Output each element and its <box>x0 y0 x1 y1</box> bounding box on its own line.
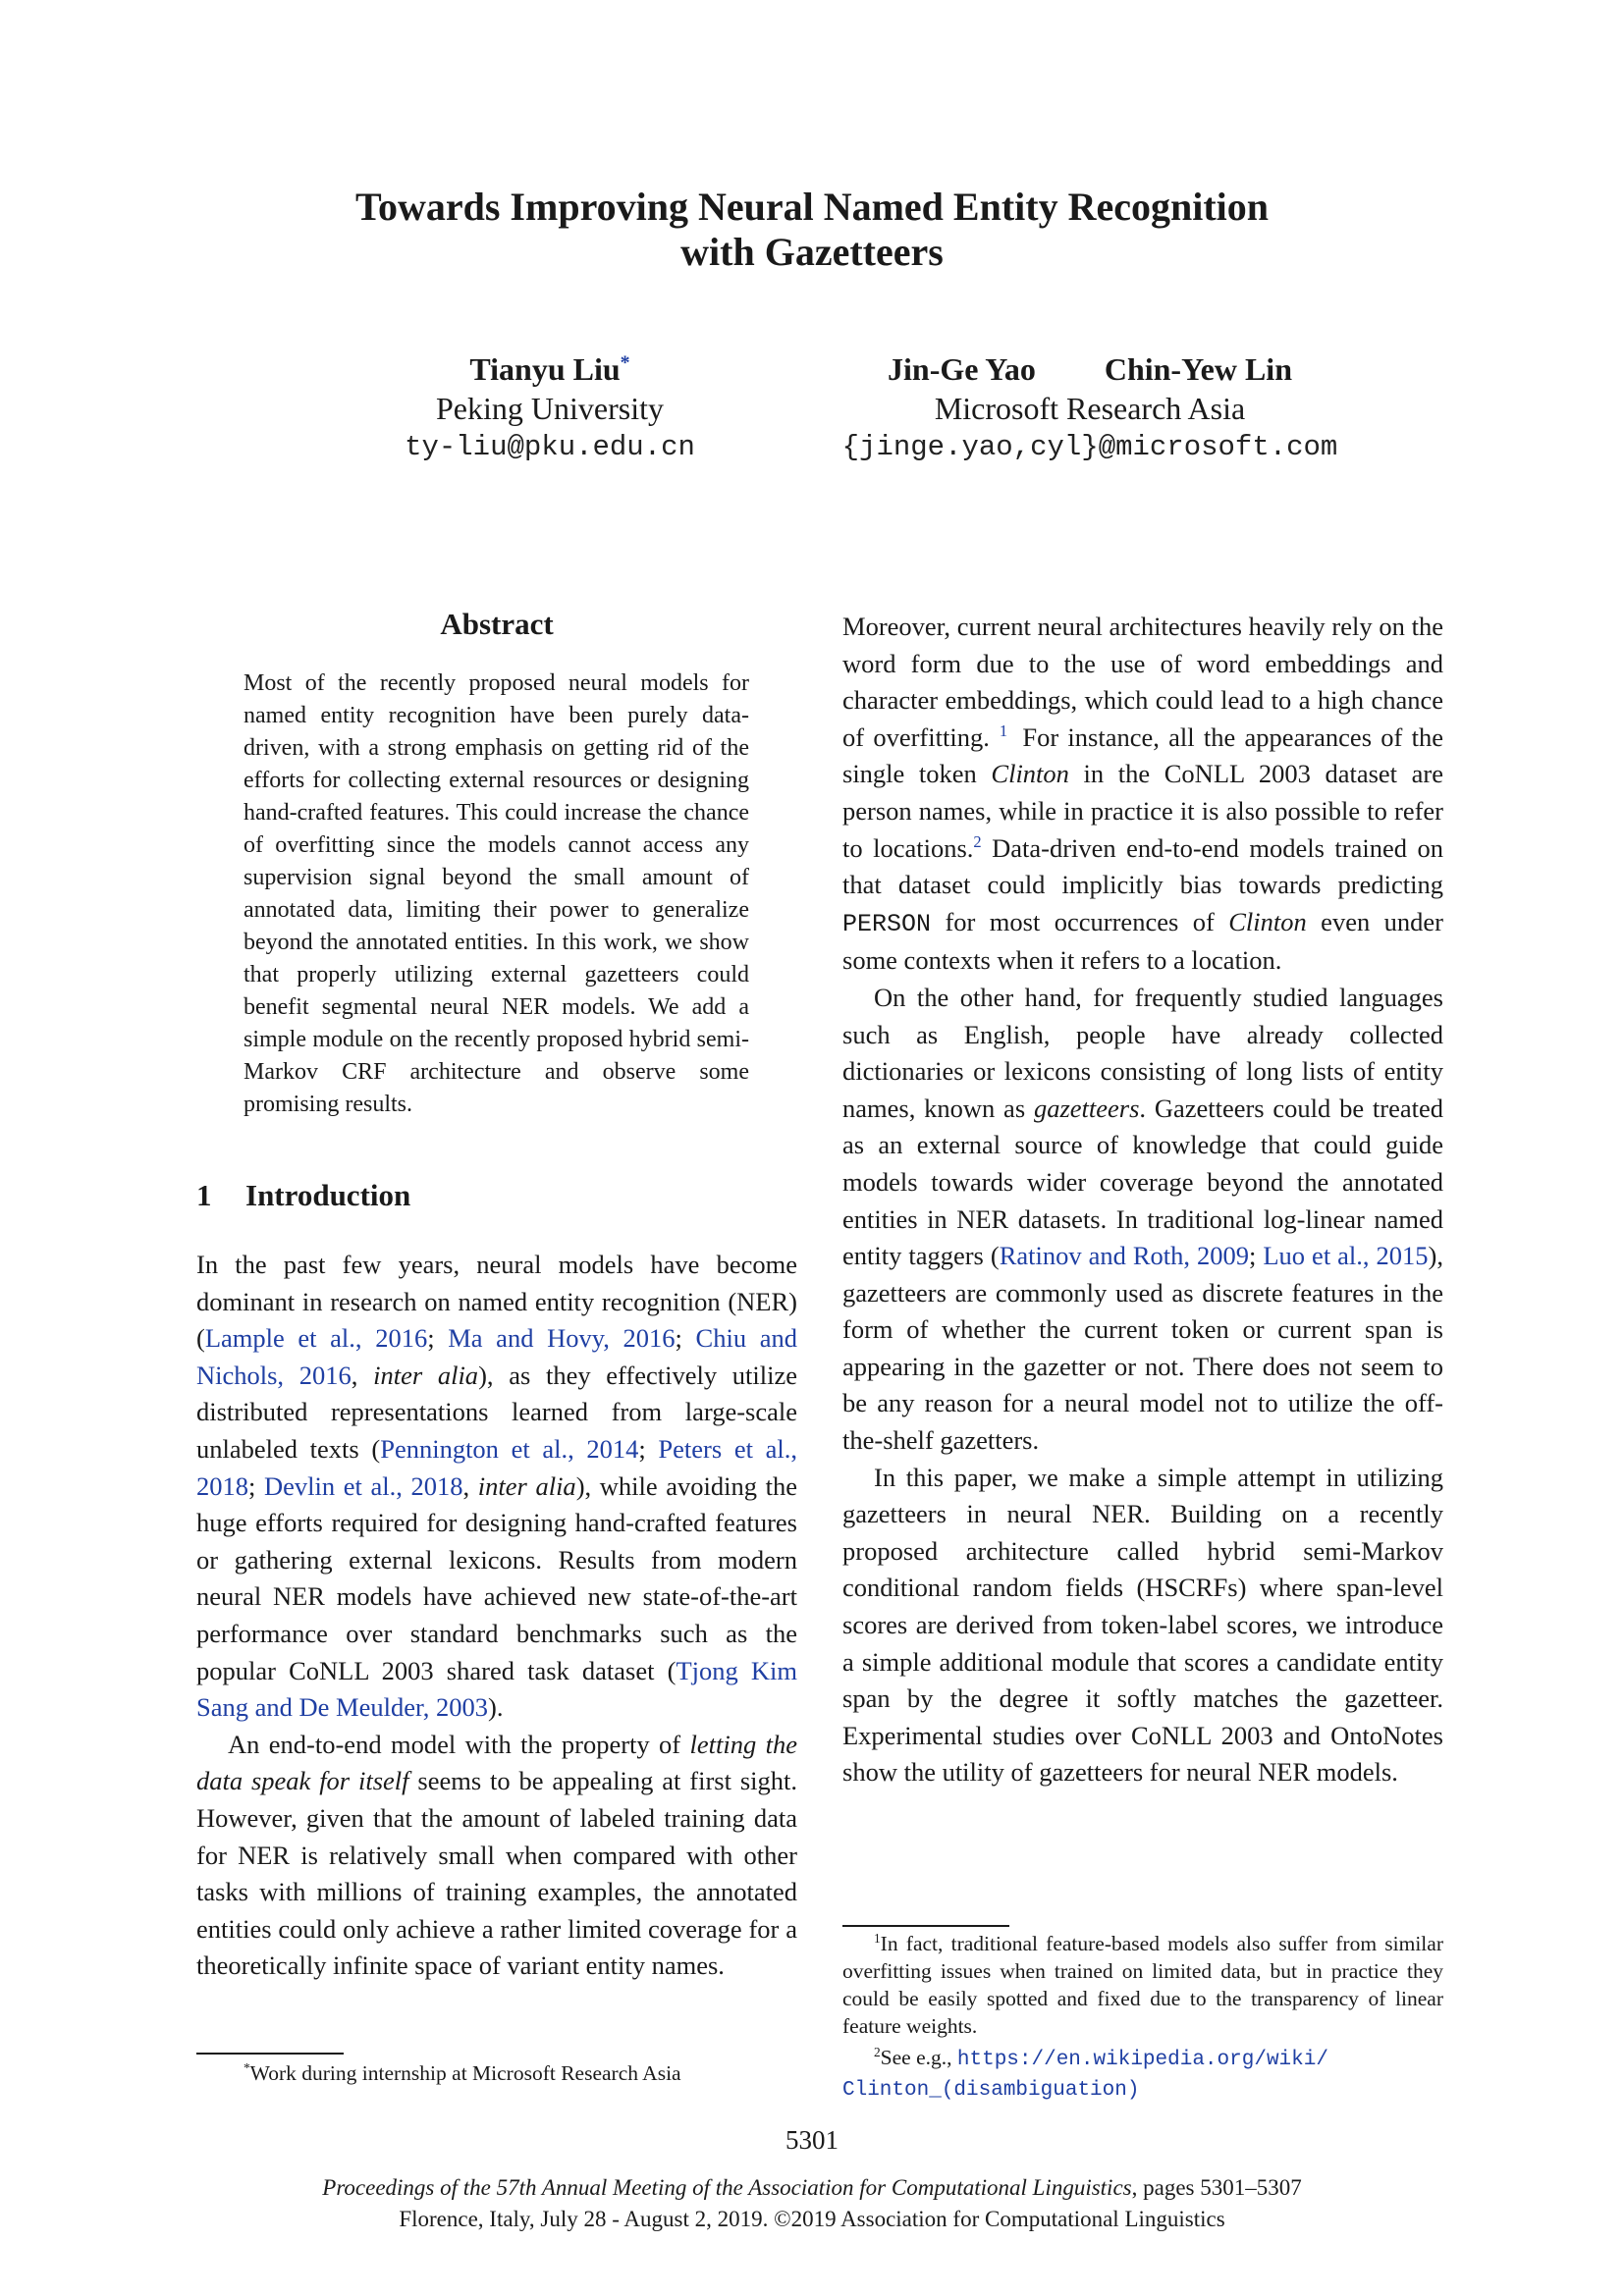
author-name: Chin-Yew Lin <box>1104 351 1292 387</box>
section-heading <box>196 1178 410 1213</box>
footnote-ref[interactable]: 2 <box>973 831 982 851</box>
section-title: Introduction <box>245 1178 411 1212</box>
left-column <box>196 1247 797 1985</box>
proceedings-line: Proceedings of the 57th Annual Meeting of the Association for Computational Linguistics, pages 5301–5307 <box>322 2175 1302 2200</box>
footnote-ref[interactable]: 1 <box>999 721 1008 740</box>
abstract-text: Most of the recently proposed neural models for named entity recognition have been purely data-driven, with a strong emphasis on getting rid of the efforts for collecting external resources or designing hand-crafted features. This could increase the chance of overfitting since the models cannot access any supervision signal beyond the small amount of annotated data, limiting their power to generalize beyond the annotated entities. In this work, we show that properly utilizing external gazetteers could benefit segmental neural NER models. We add a simple module on the recently proposed hybrid semi-Markov CRF architecture and observe some promising results. <box>244 670 749 1117</box>
section-number: 1 <box>196 1178 212 1212</box>
paragraph: In the past few years, neural models have become dominant in research on named entity recognition (NER) (Lample et al., 2016; Ma and Hovy, 2016; Chiu and Nichols, 2016, inter alia), as they effectively utilize distributed representations learned from large-scale unlabeled texts (Pennington et al., 2014; Peters et al., 2018; Devlin et al., 2018, inter alia), while avoiding the huge efforts required for designing hand-crafted features or gathering external lexicons. Results from modern neural NER models have achieved new state-of-the-art performance over standard benchmarks such as the popular CoNLL 2003 shared task dataset (Tjong Kim Sang and De Meulder, 2003). <box>196 1250 798 1723</box>
citation-link[interactable]: Lample et al., 2016 <box>204 1323 428 1354</box>
author-affiliation: Peking University <box>436 391 664 426</box>
author-block-2 <box>785 349 1394 467</box>
footnote-rule <box>196 2053 344 2055</box>
footnote-mark: * <box>244 2059 250 2075</box>
footnote-url-link[interactable]: Clinton_(disambiguation) <box>842 2079 1140 2102</box>
footnote-rule <box>842 1925 1009 1927</box>
citation-link[interactable]: Peters et al., 2018 <box>196 1433 797 1501</box>
author-email: ty-liu@pku.edu.cn <box>405 431 695 463</box>
footnote-star: *Work during internship at Microsoft Research Asia <box>244 2059 681 2085</box>
footnote-url-link[interactable]: https://en.wikipedia.org/wiki/ <box>956 2049 1328 2071</box>
citation-link[interactable]: Devlin et al., 2018 <box>264 1470 463 1501</box>
author-affiliation: Microsoft Research Asia <box>934 391 1246 426</box>
paragraph: An end-to-end model with the property of letting the data speak for itself seems to be appealing at first sight. However, given that the amount of labeled training data for NER is relatively small when compared with other tasks with millions of training examples, the annotated entities could only achieve a rather limited coverage for a theoretically infinite space of variant entity names. <box>196 1729 797 1981</box>
author-block-1 <box>363 349 736 467</box>
author-name: Tianyu Liu <box>469 351 621 387</box>
paper-title <box>0 185 1624 275</box>
right-column <box>842 609 1443 1791</box>
citation-link[interactable]: Luo et al., 2015 <box>1263 1241 1429 1271</box>
citation-link[interactable]: Pennington et al., 2014 <box>380 1433 639 1464</box>
page-number: 5301 <box>785 2125 839 2155</box>
paragraph: In this paper, we make a simple attempt in utilizing gazetteers in neural NER. Building on a recently proposed architecture called hybrid semi-Markov conditional random fields (HSCRFs) where span-level scores are derived from token-label scores, we introduce a simple additional module that scores a candidate entity span by the degree it softly matches the gazetteer. Experimental studies over CoNLL 2003 and OntoNotes show the utility of gazetteers for neural NER models. <box>842 1462 1443 1788</box>
author-email: {jinge.yao,cyl}@microsoft.com <box>841 431 1338 463</box>
paragraph: Moreover, current neural architectures heavily rely on the word form due to the use of word embeddings and character embeddings, which could lead to a high chance of overfitting. $^1$ For instance, all the appearances of the single token Clinton in the CoNLL 2003 dataset are person names, while in practice it is also possible to refer to locations.$^2$ Data-driven end-to-end models trained on that dataset could implicitly bias towards predicting PERSON for most occurrences of Clinton even under some contexts when it refers to a location. <box>842 612 1443 976</box>
footnote-2: $^2$See e.g., https://en.wikipedia.org/wiki/ Clinton_(disambiguation) <box>842 2044 1328 2102</box>
citation-link[interactable]: Ratinov and Roth, 2009 <box>999 1241 1250 1271</box>
footnote-1: $^1$In fact, traditional feature-based models also suffer from similar overfitting issues when trained on limited data, but in practice they could be easily spotted and fixed due to the transparency of linear feature weights. <box>842 1930 1443 2038</box>
venue-line: Florence, Italy, July 28 - August 2, 2019. ©2019 Association for Computational Linguistics <box>399 2207 1225 2231</box>
author-footnote-mark[interactable]: * <box>620 351 630 374</box>
author-name: Jin-Ge Yao <box>888 351 1036 387</box>
citation-link[interactable]: Tjong Kim Sang and De Meulder, 2003 <box>196 1655 797 1723</box>
citation-link[interactable]: Ma and Hovy, 2016 <box>448 1323 676 1354</box>
abstract-heading: Abstract <box>440 607 554 641</box>
footnote-mark: 1 <box>874 1930 881 1946</box>
code-label: PERSON <box>842 909 932 938</box>
citation-link[interactable]: Chiu and Nichols, 2016 <box>196 1323 797 1390</box>
title-line-2: with Gazetteers <box>680 230 944 274</box>
title-line-1: Towards Improving Neural Named Entity Recognition <box>354 185 1270 229</box>
footnote-mark: 2 <box>874 2044 881 2059</box>
paragraph: On the other hand, for frequently studied languages such as English, people have already collected dictionaries or lexicons consisting of long lists of entity names, known as gazetteers. Gazetteers could be treated as an external source of knowledge that could guide models towards wider coverage beyond the annotated entities in NER datasets. In traditional log-linear named entity taggers (Ratinov and Roth, 2009; Luo et al., 2015), gazetteers are commonly used as discrete features in the form of whether the current token or current span is appearing in the gazetter or not. There does not seem to be any reason for a neural model not to utilize the off-the-shelf gazetters. <box>842 982 1443 1456</box>
